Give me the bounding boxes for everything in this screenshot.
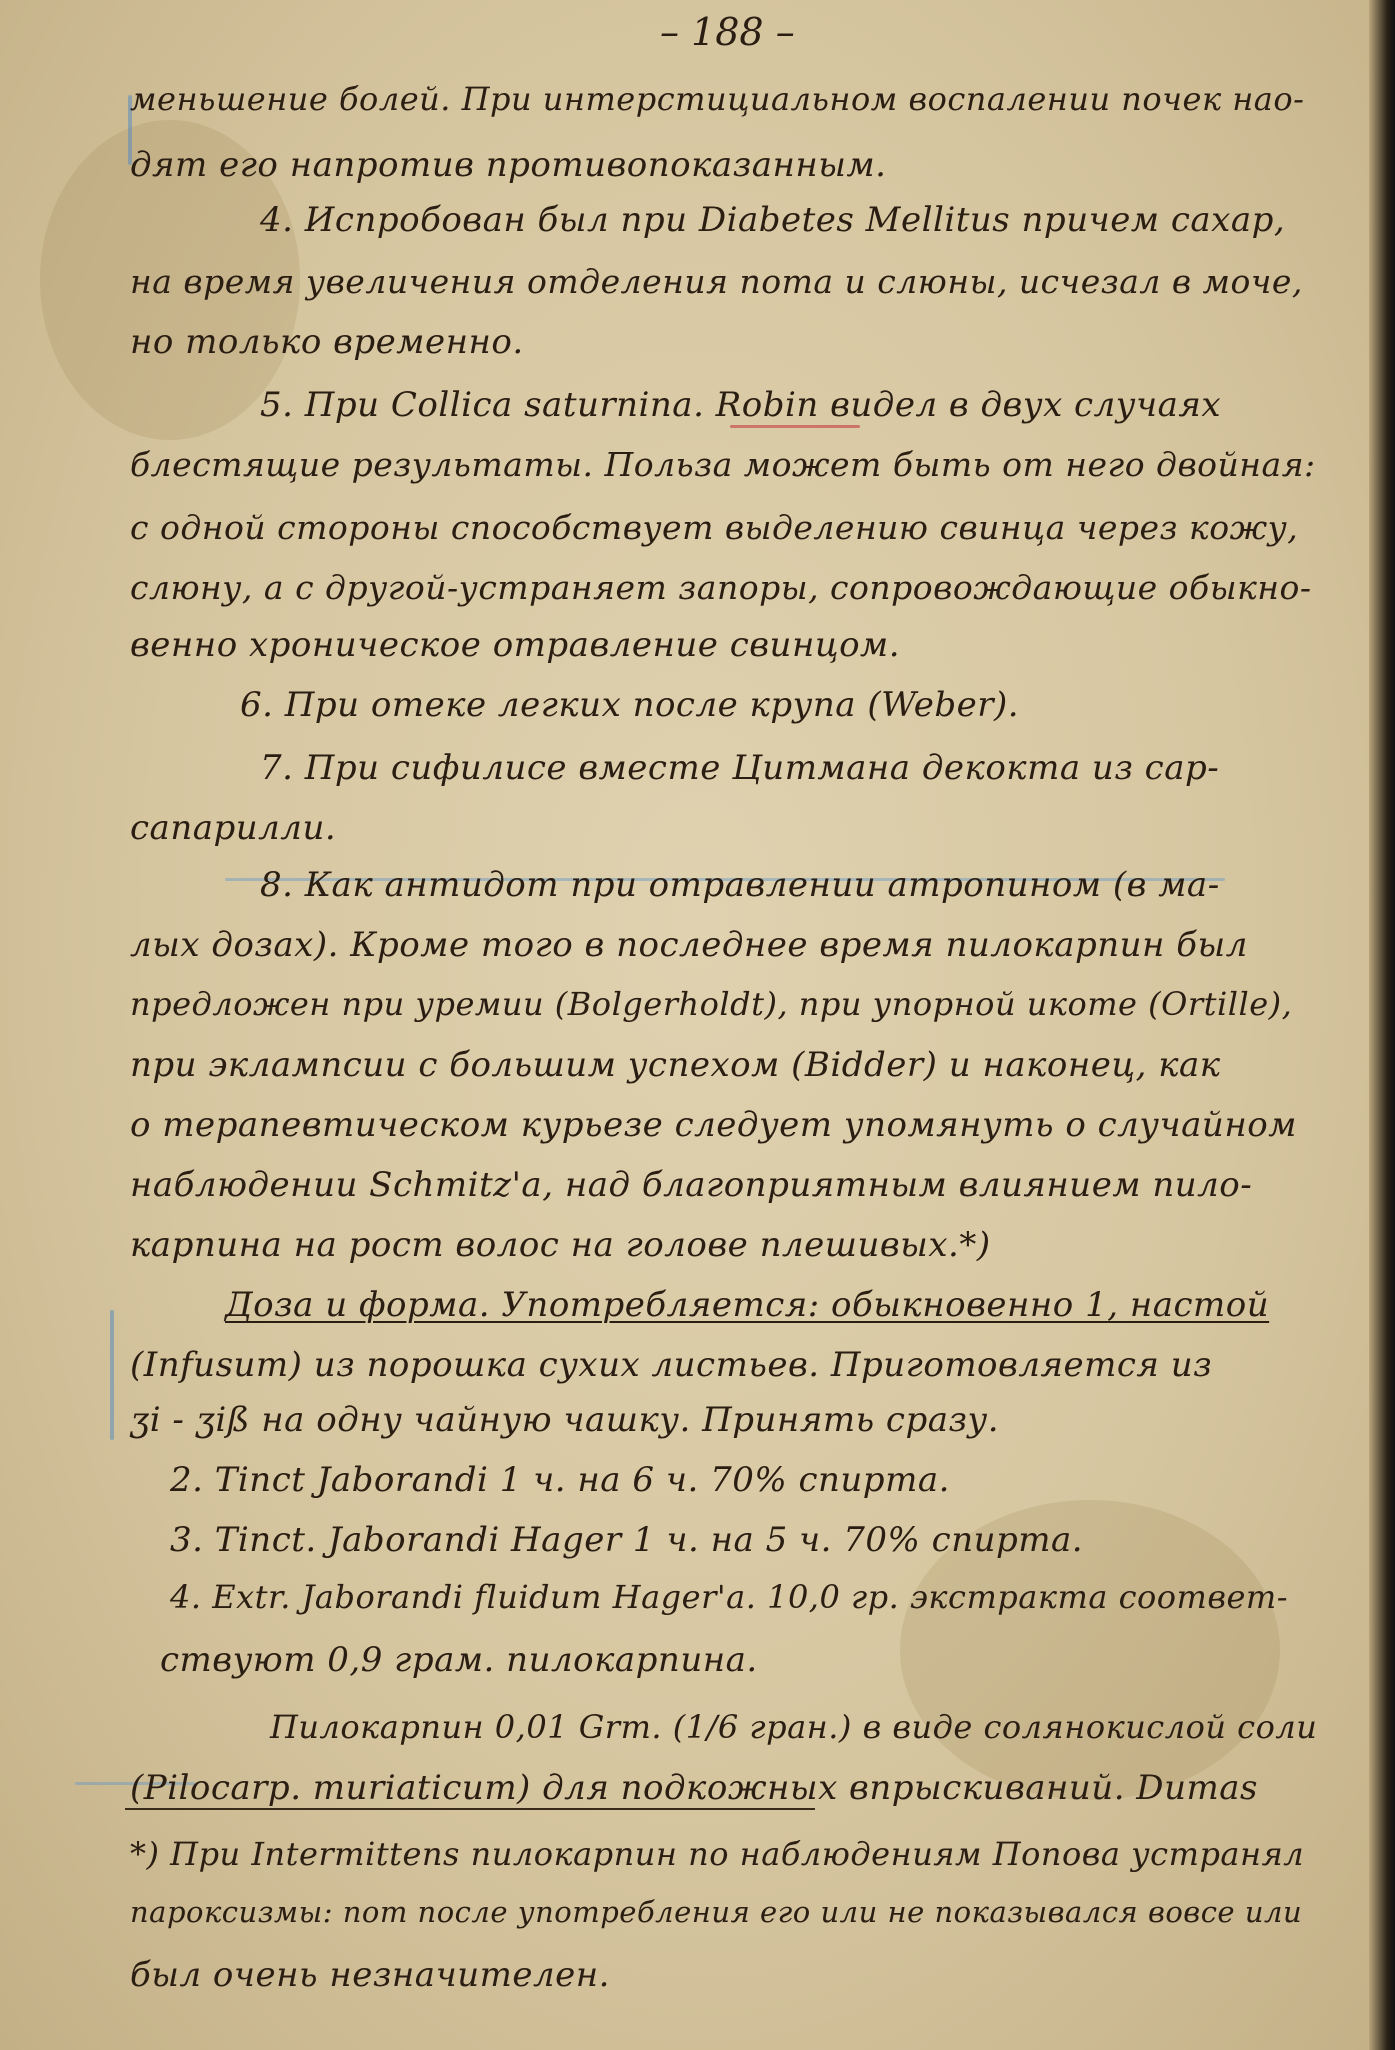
text-line: блестящие результаты. Польза может быть от него двойная: [130, 445, 1316, 484]
text-line: (Infusum) из порошка сухих листьев. Приготовляется из [130, 1345, 1213, 1385]
text-line: сапарилли. [130, 808, 337, 848]
red-pencil-underline [730, 425, 860, 428]
text-line: карпина на рост волос на голове плешивых.*) [130, 1225, 991, 1265]
text-line: 3. Tinct. Jaborandi Hager 1 ч. на 5 ч. 70% спирта. [170, 1520, 1084, 1560]
text-line: 4. Extr. Jaborandi fluidum Hager'a. 10,0 гр. экстракта соответ- [170, 1578, 1289, 1616]
text-line: 7. При сифилисе вместе Цитмана декокта из сар- [260, 748, 1220, 788]
text-line: ʒi - ʒiß на одну чайную чашку. Принять сразу. [130, 1400, 1000, 1440]
margin-mark [110, 1310, 114, 1440]
text-line: меньшение болей. При интерстициальном воспалении почек нао- [130, 80, 1305, 118]
text-line: 8. Как антидот при отравлении атропином (в ма- [260, 865, 1220, 905]
text-line: на время увеличения отделения пота и слюны, исчезал в моче, [130, 262, 1303, 301]
text-line: лых дозах). Кроме того в последнее время пилокарпин был [130, 925, 1248, 965]
text-line: наблюдении Schmitz'a, над благоприятным влиянием пило- [130, 1165, 1253, 1205]
text-line: (Pilocarp. muriaticum) для подкожных впрыскиваний. Dumas [130, 1768, 1258, 1808]
text-line: Пилокарпин 0,01 Grm. (1/6 гран.) в виде солянокислой соли [270, 1708, 1318, 1746]
footnote-line: пароксизмы: пот после употребления его или не показывался вовсе или [130, 1895, 1303, 1929]
text-line: 2. Tinct Jaborandi 1 ч. на 6 ч. 70% спирта. [170, 1460, 950, 1500]
text-line: с одной стороны способствует выделению свинца через кожу, [130, 508, 1299, 547]
page-edge [1369, 0, 1395, 2050]
text-line: дят его напротив противопоказанным. [130, 145, 887, 185]
footnote-line: *) При Intermittens пилокарпин по наблюдениям Попова устранял [130, 1835, 1305, 1873]
footnote-line: был очень незначителен. [130, 1955, 610, 1995]
footnote-rule [125, 1808, 815, 1810]
text-line: слюну, а с другой-устраняет запоры, сопровождающие обыкно- [130, 568, 1312, 607]
text-line: но только временно. [130, 322, 524, 362]
text-line: венно хроническое отравление свинцом. [130, 625, 901, 665]
text-line: ствуют 0,9 грам. пилокарпина. [160, 1640, 758, 1680]
text-line: 4. Испробован был при Diabetes Mellitus причем сахар, [260, 200, 1286, 240]
text-line: о терапевтическом курьезе следует упомянуть о случайном [130, 1105, 1297, 1145]
section-heading: Доза и форма. Употребляется: обыкновенно 1, настой [225, 1285, 1270, 1325]
page-number: – 188 – [660, 10, 795, 54]
text-line: 6. При отеке легких после крупа (Weber). [240, 685, 1020, 725]
text-line: при эклампсии с большим успехом (Bidder) и наконец, как [130, 1045, 1221, 1085]
text-line: предложен при уремии (Bolgerholdt), при упорной икоте (Ortille), [130, 985, 1293, 1023]
text-line: 5. При Collica saturnina. Robin видел в двух случаях [260, 385, 1222, 425]
